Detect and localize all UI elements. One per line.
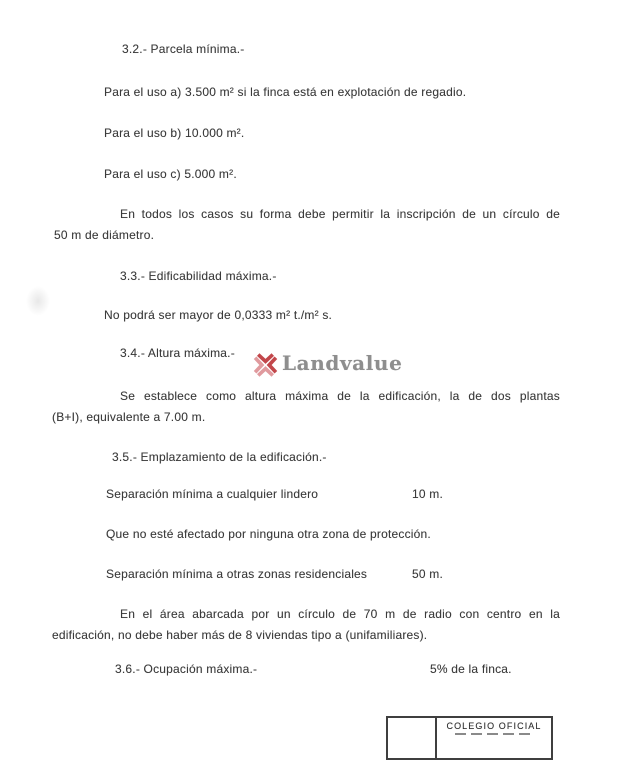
section-3-3-title: 3.3.- Edificabilidad máxima.- [120, 269, 277, 283]
lindero-label: Separación mínima a cualquier lindero [106, 487, 319, 501]
paragraph-uso-b: Para el uso b) 10.000 m². [104, 126, 245, 140]
scan-artifact [26, 286, 50, 316]
section-3-6-title: 3.6.- Ocupación máxima.- [115, 662, 258, 676]
landvalue-x-icon [252, 352, 279, 378]
ocupacion-value: 5% de la finca. [430, 662, 512, 676]
stamp-clipped-second-line [455, 733, 533, 735]
paragraph-area-line2: edificación, no debe haber más de 8 viviendas tipo a (unifamiliares). [52, 628, 428, 642]
stamp-right-cell [437, 718, 551, 758]
colegio-oficial-stamp [386, 716, 553, 760]
stamp-left-cell [388, 718, 437, 758]
paragraph-proteccion: Que no esté afectado por ninguna otra zona de protección. [106, 527, 431, 541]
section-3-5-title: 3.5.- Emplazamiento de la edificación.- [112, 450, 327, 464]
paragraph-forma-line1: En todos los casos su forma debe permitir la inscripción de un círculo de [120, 207, 560, 221]
paragraph-edificabilidad: No podrá ser mayor de 0,0333 m² t./m² s. [104, 308, 333, 322]
paragraph-altura-line1: Se establece como altura máxima de la edificación, la de dos plantas [120, 389, 560, 403]
landvalue-brand-text: Landvalue [282, 351, 403, 375]
paragraph-forma-line2: 50 m de diámetro. [54, 228, 155, 242]
paragraph-uso-c: Para el uso c) 5.000 m². [104, 167, 237, 181]
section-3-2-title: 3.2.- Parcela mínima.- [122, 42, 245, 56]
lindero-value: 10 m. [412, 487, 444, 501]
landvalue-watermark [252, 350, 402, 378]
paragraph-uso-a: Para el uso a) 3.500 m² si la finca está en explotación de regadio. [104, 85, 467, 99]
paragraph-altura-line2: (B+I), equivalente a 7.00 m. [52, 410, 206, 424]
stamp-line1: COLEGIO OFICIAL [446, 721, 542, 731]
section-3-4-title: 3.4.- Altura máxima.- [120, 346, 235, 360]
residencial-label: Separación mínima a otras zonas residenciales [106, 567, 368, 581]
paragraph-area-line1: En el área abarcada por un círculo de 70 m de radio con centro en la [120, 607, 560, 621]
residencial-value: 50 m. [412, 567, 444, 581]
